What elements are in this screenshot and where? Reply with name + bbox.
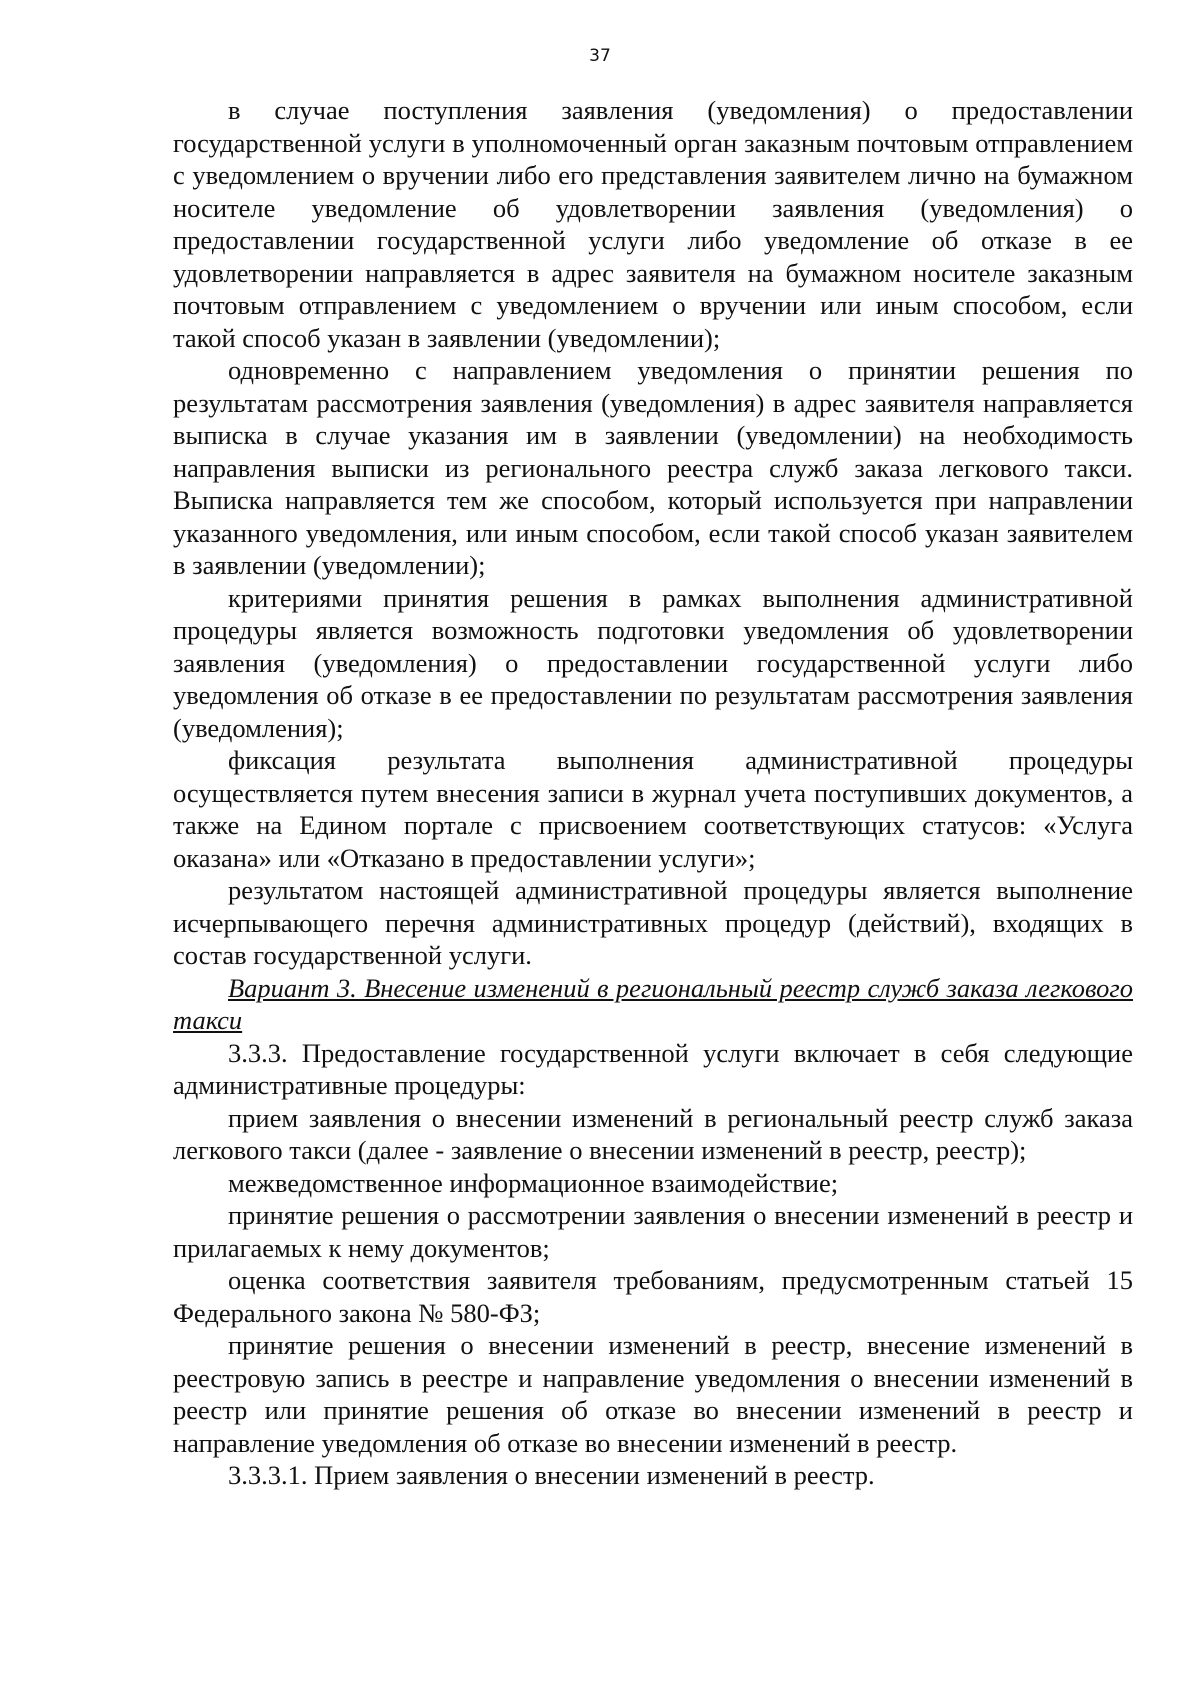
paragraph-procedure-result: результатом настоящей административной процедуры является выполнение исчерпывающего перечня административных процедур (действий), входящих в состав государственной услуги. [173, 875, 1133, 970]
page-number: 37 [589, 46, 611, 66]
list-item-interagency-interaction: межведомственное информационное взаимодействие; [228, 1167, 839, 1198]
section-heading-variant-3: Вариант 3. Внесение изменений в региональный реестр служб заказа легкового такси [173, 972, 1133, 1035]
list-item-registry-change-decision: принятие решения о внесении изменений в реестр, внесение изменений в реестровую запись в реестре и направление уведомления о внесении изменений в реестр или принятие решения об отказе во внесении изменений в реестр и направление уведомления об отказе во внесении изменений в реестр. [173, 1330, 1133, 1458]
paragraph-section-3-3-3-1: 3.3.3.1. Прием заявления о внесении изменений в реестр. [228, 1460, 875, 1490]
paragraph-result-recording: фиксация результата выполнения административной процедуры осуществляется путем внесения записи в журнал учета поступивших документов, а также на Едином портале с присвоением соответствующих статусов: «Услуга оказана» или «Отказано в предоставлении услуги»; [173, 745, 1133, 873]
list-item-review-decision: принятие решения о рассмотрении заявления о внесении изменений в реестр и прилагаемых к нему документов; [173, 1200, 1133, 1263]
list-item-compliance-assessment: оценка соответствия заявителя требованиям, предусмотренным статьей 15 Федерального закона № 580-ФЗ; [173, 1265, 1133, 1328]
paragraph-notification-delivery: в случае поступления заявления (уведомления) о предоставлении государственной услуги в уполномоченный орган заказным почтовым отправлением с уведомлением о вручении либо его представления заявителем лично на бумажном носителе уведомление об удовлетворении заявления (уведомления) о предоставлении государственной услуги либо уведомление об отказе в ее удовлетворении направляется в адрес заявителя на бумажном носителе заказным почтовым отправлением с уведомлением о вручении или иным способом, если такой способ указан в заявлении (уведомлении); [173, 95, 1133, 353]
paragraph-section-3-3-3: 3.3.3. Предоставление государственной услуги включает в себя следующие административные процедуры: [173, 1037, 1133, 1100]
paragraph-decision-criteria: критериями принятия решения в рамках выполнения административной процедуры является возможность подготовки уведомления об удовлетворении заявления (уведомления) о предоставлении государственной услуги либо уведомления об отказе в ее предоставлении по результатам рассмотрения заявления (уведомления); [173, 582, 1133, 743]
list-item-application-intake: прием заявления о внесении изменений в региональный реестр служб заказа легкового такси (далее - заявление о внесении изменений в реестр, реестр); [173, 1102, 1133, 1165]
paragraph-extract-sending: одновременно с направлением уведомления о принятии решения по результатам рассмотрения заявления (уведомления) в адрес заявителя направляется выписка в случае указания им в заявлении (уведомлении) на необходимость направления выписки из регионального реестра служб заказа легкового такси. Выписка направляется тем же способом, который используется при направлении указанного уведомления, или иным способом, если такой способ указан заявителем в заявлении (уведомлении); [173, 355, 1133, 580]
document-body [173, 94, 1133, 1492]
